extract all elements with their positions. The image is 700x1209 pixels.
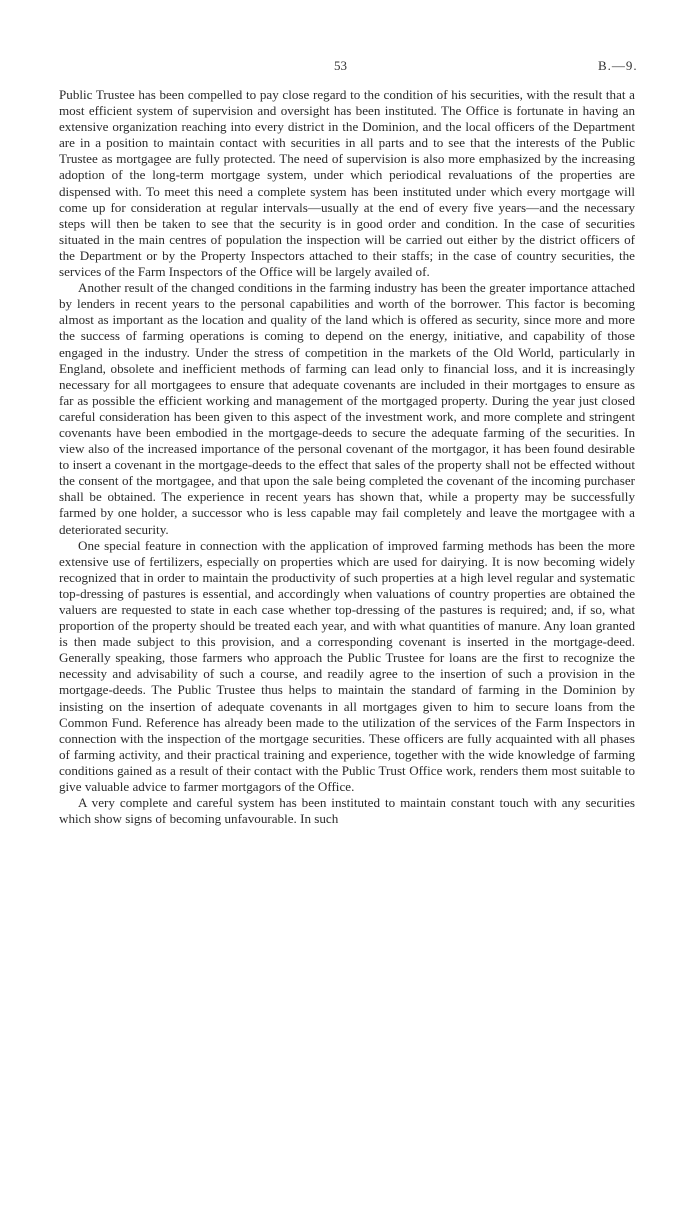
body-text (59, 87, 635, 827)
page-header (0, 58, 700, 76)
document-reference: B.—9. (598, 58, 638, 73)
page-number: 53 (334, 58, 347, 73)
paragraph: Another result of the changed conditions in the farming industry has been the greater importance attached by lenders in recent years to the personal capabilities and worth of the borrower. This factor is becoming almost as important as the location and quality of the land which is offered as security, since more and more the success of farming operations is coming to depend on the energy, initiative, and capability of those engaged in the industry. Under the stress of competition in the markets of the Old World, particularly in England, obsolete and inefficient methods of farming can lead only to financial loss, and it is increasingly necessary for all mortgagees to ensure that adequate covenants are included in their mortgages to ensure as far as possible the efficient working and management of the mortgaged property. During the year just closed careful consideration has been given to this aspect of the investment work, and more complete and stringent covenants have been embodied in the mortgage-deeds to secure the adequate farming of the securities. In view also of the increased importance of the personal covenant of the mortgagor, it has been found desirable to insert a covenant in the mortgage-deeds to the effect that sales of the property shall not be effected without the consent of the mortgagee, and that upon the sale being completed the covenant of the incoming purchaser shall be obtained. The experience in recent years has shown that, while a property may be successfully farmed by one holder, a successor who is less capable may fail completely and leave the mortgagee with a deteriorated security. (59, 280, 635, 537)
paragraph-continued: Public Trustee has been compelled to pay close regard to the condition of his securities, with the result that a most efficient system of supervision and oversight has been instituted. The Office is fortunate in having an extensive organization reaching into every district in the Dominion, and the local officers of the Department are in a position to maintain contact with securities in all parts and to see that the interests of the Public Trustee as mortgagee are fully protected. The need of supervision is also more emphasized by the increasing adoption of the long-term mortgage system, under which periodical revaluations of the properties are dispensed with. To meet this need a complete system has been instituted under which every mortgage will come up for consideration at regular intervals—usually at the end of every five years—and the necessary steps will then be taken to see that the security is in good order and condition. In the case of securities situated in the main centres of population the inspection will be carried out either by the district officers of the Department or by the Property Inspectors attached to their staffs; in the case of country securities, the services of the Farm Inspectors of the Office will be largely availed of. (59, 87, 635, 280)
paragraph: One special feature in connection with the application of improved farming methods has been the more extensive use of fertilizers, especially on properties which are used for dairying. It is now becoming widely recognized that in order to maintain the productivity of such properties at a high level regular and systematic top-dressing of pastures is essential, and accordingly when valuations of country properties are obtained the valuers are requested to state in each case whether top-dressing of the pastures is required; and, if so, what proportion of the property should be treated each year, and with what quantities of manure. Any loan granted is then made subject to this provision, and a corresponding covenant is inserted in the mortgage-deed. Generally speaking, those farmers who approach the Public Trustee for loans are the first to recognize the necessity and advisability of such a course, and readily agree to the insertion of such a provision in the mortgage-deeds. The Public Trustee thus helps to maintain the standard of farming in the Dominion by insisting on the insertion of adequate covenants in all mortgages given to him to secure loans from the Common Fund. Reference has already been made to the utilization of the services of the Farm Inspectors in connection with the inspection of the mortgage securities. These officers are fully acquainted with all phases of farming activity, and their practical training and experience, together with the wide knowledge of farming conditions gained as a result of their contact with the Public Trust Office work, renders them most suitable to give valuable advice to farmer mortgagors of the Office. (59, 537, 635, 795)
paragraph: A very complete and careful system has been instituted to maintain constant touch with any securities which show signs of becoming unfavourable. In such (59, 795, 635, 827)
